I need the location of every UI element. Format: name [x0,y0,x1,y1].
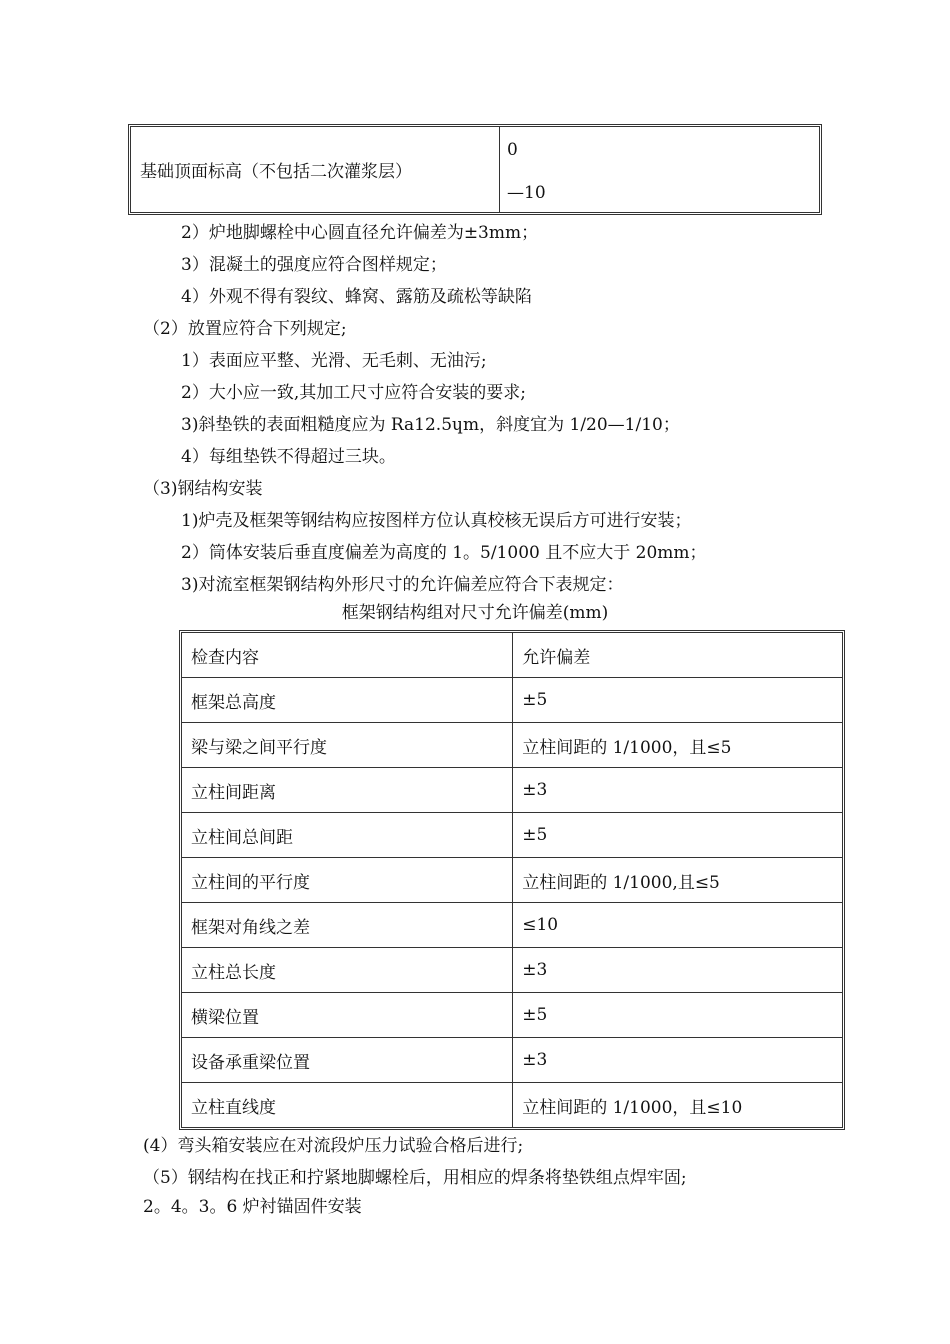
appearance-line: 4）外观不得有裂纹、蜂窝、露筋及疏松等缺陷 [181,287,532,307]
table-row [182,723,842,768]
foundation-elevation-label: 基础顶面标高（不包括二次灌浆层） [131,127,500,212]
shim-size-line: 2）大小应一致,其加工尺寸应符合安装的要求; [181,383,526,403]
concrete-strength-line: 3）混凝土的强度应符合图样规定； [181,255,447,275]
steel-install-line: 1)炉壳及框架等钢结构应按图样方位认真校核无误后方可进行安装； [181,511,692,531]
table-cell-tolerance: ±3 [513,768,842,813]
table-cell-tolerance: 立柱间距的 1/1000，且≤10 [522,1097,743,1118]
table-row [182,678,842,723]
shim-surface-line: 1）表面应平整、光滑、无毛刺、无油污; [181,351,487,371]
table-cell-item: 立柱直线度 [182,1083,513,1127]
table-cell-tolerance: ±3 [513,948,842,993]
bolt-tolerance-line: 2）炉地脚螺栓中心圆直径允许偏差为±3mm； [181,223,539,243]
verticality-line: 2）筒体安装后垂直度偏差为高度的 1。5/1000 且不应大于 20mm； [181,543,707,563]
table-cell-item: 梁与梁之间平行度 [182,723,513,768]
table-cell-item: 框架对角线之差 [182,903,513,948]
table-cell-item: 立柱间的平行度 [182,858,513,903]
table-cell-tolerance: ±5 [513,813,842,858]
shim-welding-line: （5）钢结构在找正和拧紧地脚螺栓后，用相应的焊条将垫铁组点焊牢固; [143,1168,687,1188]
table-row [182,1083,842,1127]
table-row [182,948,842,993]
table-cell-tolerance: ±3 [513,1038,842,1083]
table-cell-tolerance: ±5 [513,678,842,723]
foundation-elevation-upper: 0 [507,140,518,160]
frame-tolerance-line: 3)对流室框架钢结构外形尺寸的允许偏差应符合下表规定： [181,575,624,595]
table-cell-tolerance: ±5 [513,993,842,1038]
table-row [182,1038,842,1083]
table-row [182,768,842,813]
table-row [182,858,842,903]
table-cell-tolerance: 立柱间距的 1/1000,且≤5 [513,858,842,903]
table-caption: 框架钢结构组对尺寸允许偏差(mm) [341,603,609,623]
table-row [182,993,842,1038]
table-cell-tolerance: 立柱间距的 1/1000，且≤5 [513,723,842,768]
table-cell-item: 立柱间总间距 [182,813,513,858]
table-row [182,903,842,948]
frame-tolerance-table [179,630,845,1130]
lining-anchor-heading: 2。4。3。6 炉衬锚固件安装 [143,1197,362,1217]
shim-roughness-line: 3)斜垫铁的表面粗糙度应为 Ra12.5ɥm，斜度宜为 1/20—1/10； [181,415,680,435]
table-cell-item: 设备承重梁位置 [182,1038,513,1083]
foundation-elevation-value-cell [500,127,819,212]
section-3-heading: （3)钢结构安装 [143,479,263,499]
table-header-cell: 检查内容 [182,633,513,678]
foundation-elevation-table [128,124,822,215]
table-header-cell: 允许偏差 [513,633,842,678]
section-2-heading: （2）放置应符合下列规定; [143,319,347,339]
table-cell-item: 立柱总长度 [182,948,513,993]
shim-count-line: 4）每组垫铁不得超过三块。 [181,447,396,467]
elbow-box-line: (4）弯头箱安装应在对流段炉压力试验合格后进行; [143,1136,524,1156]
table-cell-item: 横梁位置 [182,993,513,1038]
table-cell-tolerance: ≤10 [513,903,842,948]
table-row [182,813,842,858]
table-header-row [182,633,842,678]
table-cell-item: 框架总高度 [182,678,513,723]
table-cell-item: 立柱间距离 [182,768,513,813]
foundation-elevation-lower: —10 [507,183,546,203]
